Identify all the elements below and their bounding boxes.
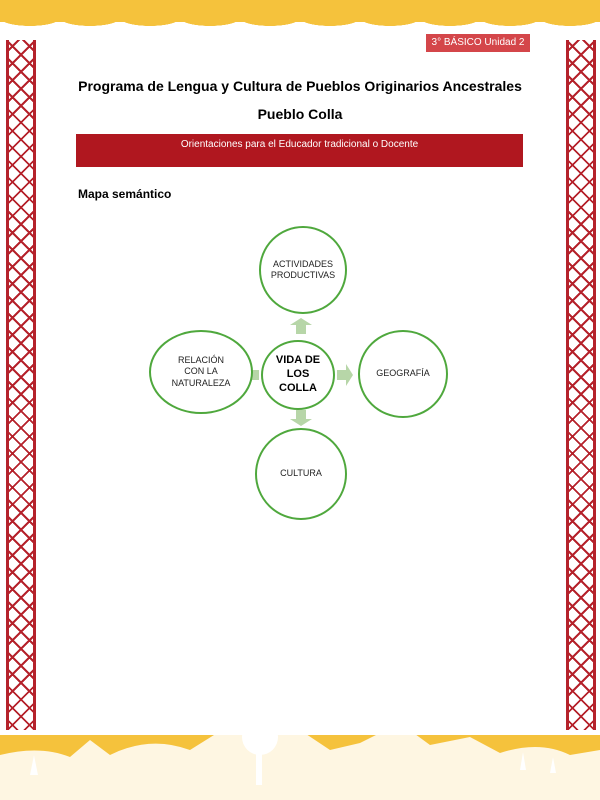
arrow-down-icon xyxy=(290,410,312,426)
arrow-right-icon xyxy=(337,364,353,386)
left-decorative-border xyxy=(6,40,36,730)
page-title: Programa de Lengua y Cultura de Pueblos Originarios Ancestrales xyxy=(78,78,522,94)
landscape-silhouette-icon xyxy=(0,715,600,800)
top-decorative-band xyxy=(0,0,600,22)
map-node-left: RELACIÓN CON LA NATURALEZA xyxy=(149,330,253,414)
section-banner: Orientaciones para el Educador tradicional o Docente xyxy=(76,134,523,167)
arrow-up-icon xyxy=(290,318,312,334)
map-node-top: ACTIVIDADES PRODUCTIVAS xyxy=(259,226,347,314)
map-node-bottom: CULTURA xyxy=(255,428,347,520)
map-node-right: GEOGRAFÍA xyxy=(358,330,448,418)
map-node-center: VIDA DE LOS COLLA xyxy=(261,340,335,410)
right-decorative-border xyxy=(566,40,596,730)
section-label: Mapa semántico xyxy=(78,187,172,201)
page-subtitle: Pueblo Colla xyxy=(257,106,343,122)
unit-tag: 3° BÁSICO Unidad 2 xyxy=(426,34,530,52)
